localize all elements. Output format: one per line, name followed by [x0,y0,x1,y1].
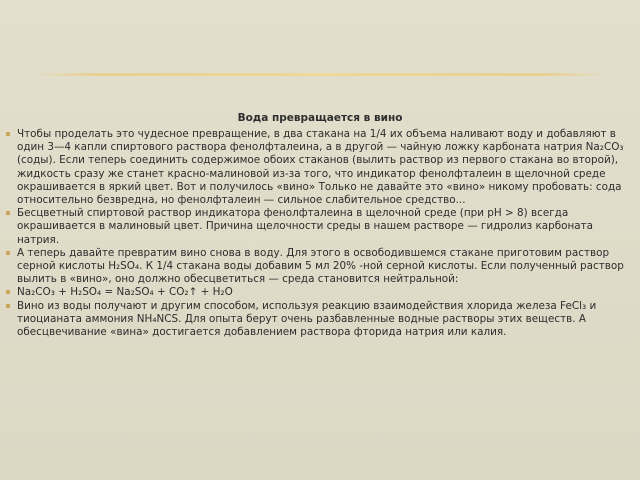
paragraph [6,207,626,247]
paragraph [6,247,626,287]
bullet-icon [6,304,10,308]
paragraph [6,128,626,207]
paragraph [6,300,626,340]
paragraph [6,286,626,299]
bullet-icon [6,132,10,136]
bullet-icon [6,251,10,255]
paragraph-text: Бесцветный спиртовой раствор индикатора фенолфталеина в щелочной среде (при pH > 8) всегда окрашивается в малиновый цвет. Причина щелочности среды в нашем растворе — гидролиз карбоната натрия. [17,207,594,246]
bullet-icon [6,211,10,215]
reaction-equation: Na₂CO₃ + H₂SO₄ = Na₂SO₄ + CO₂↑ + H₂O [17,286,233,299]
paragraph-text: Вино из воды получают и другим способом, используя реакцию взаимодействия хлорида железа FeCl₃ и тиоцианата аммония NH₄NCS. Для опыта берут очень разбавленные водные растворы этих веществ. А обесцвечивание «вина» достигается добавлением раствора фторида натрия или калия. [17,299,597,339]
paragraph-text: Чтобы проделать это чудесное превращение, в два стакана на 1/4 их объема наливают воду и добавляют в один 3—4 капли спиртового раствора фенолфталеина, а в другой — чайную ложку карбоната натрия Na₂CO₃ (соды). Если теперь соединить содержимое обоих стаканов (вылить раствор из первого стакана во второй), жидкость сразу же станет красно-малиновой из-за того, что индикатор фенолфталеин в щелочной среде окрашивается в яркий цвет. Вот и получилось «вино» Только не давайте это «вино» никому пробовать: сода относительно безвредна, но фенолфталеин — сильное слабительное средство... [17,128,624,207]
bullet-icon [6,290,10,294]
paragraph-text: А теперь давайте превратим вино снова в воду. Для этого в освободившемся стакане приготовим раствор серной кислоты H₂SO₄. К 1/4 стакана воды добавим 5 мл 20% -ной серной кислоты. Если полученный раствор вылить в «вино», оно должно обесцветиться — среда становится нейтральной: [17,246,624,286]
decorative-divider [32,73,608,76]
slide-title: Вода превращается в вино [237,112,403,124]
slide-body [6,128,626,339]
